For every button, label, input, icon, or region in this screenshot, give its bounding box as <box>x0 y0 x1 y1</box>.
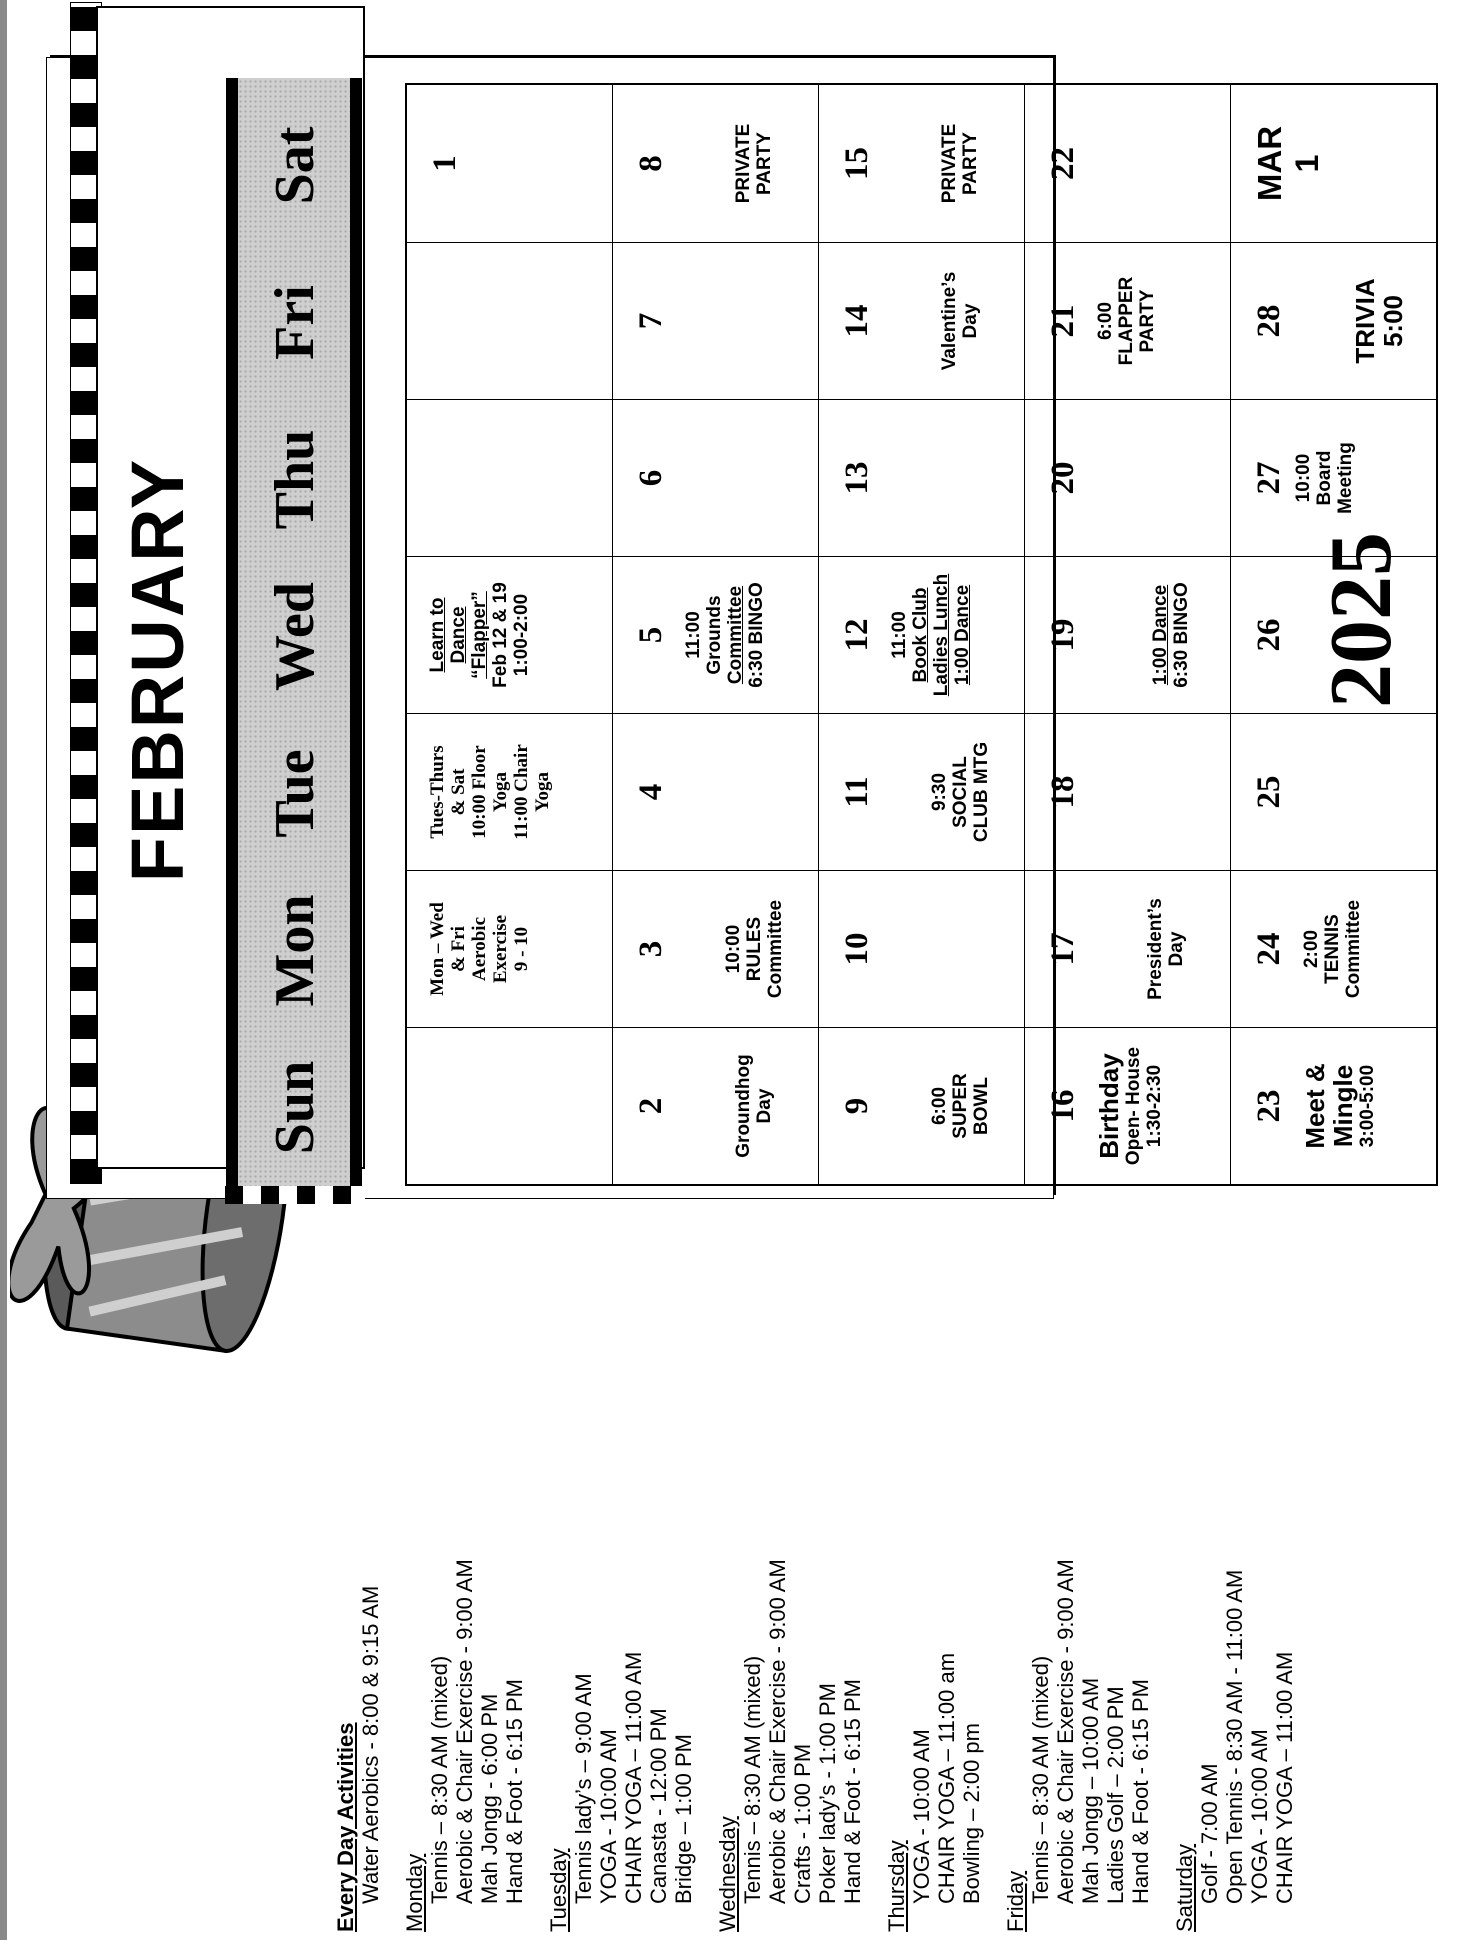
day-note-line: Learn to <box>427 597 448 673</box>
day-number: 25 <box>1251 775 1287 809</box>
day-note-line: FLAPPER <box>1116 276 1137 366</box>
day-note-line: PARTY <box>754 132 775 195</box>
day-cell <box>613 556 819 713</box>
day-cell <box>613 870 819 1027</box>
day-note-line: 11:00 <box>683 611 704 659</box>
day-cell <box>1025 85 1231 242</box>
day-cell <box>407 713 613 870</box>
day-number: MAR <box>1251 125 1288 202</box>
weekday-label-thu: Thu <box>264 429 326 530</box>
day-note-line: Yoga <box>532 771 553 813</box>
day-number: 19 <box>1045 618 1081 652</box>
activity-day-heading: Wednesday <box>715 1816 740 1932</box>
day-cell <box>407 242 613 399</box>
day-notes <box>1351 245 1407 397</box>
day-note-line: Exercise <box>490 914 511 984</box>
activity-day-heading: Friday <box>1003 1870 1028 1932</box>
activity-item: Golf - 7:00 AM <box>1197 1763 1222 1904</box>
day-number: 14 <box>839 304 875 338</box>
day-cell <box>1025 556 1231 713</box>
weekday-label-mon: Mon <box>264 894 326 1007</box>
day-number: 7 <box>633 312 669 330</box>
day-number: 21 <box>1045 304 1081 338</box>
day-cell <box>613 713 819 870</box>
day-note-line: Meeting <box>1335 442 1356 514</box>
day-number: 2 <box>633 1097 669 1115</box>
activity-day-heading: Saturday <box>1172 1843 1197 1932</box>
day-number: 27 <box>1251 461 1287 495</box>
day-number: 11 <box>839 776 875 808</box>
activity-group-tuesday <box>546 1232 696 1932</box>
day-note-line: Day <box>960 303 981 339</box>
activity-group-thursday <box>884 1232 984 1932</box>
day-note-line: TENNIS <box>1322 914 1343 984</box>
day-number: 15 <box>839 147 875 180</box>
day-note-line: 11:00 Chair <box>511 744 532 840</box>
day-notes <box>733 1030 775 1182</box>
activity-day-heading: Thursday <box>884 1840 909 1932</box>
activity-item: Poker lady’s - 1:00 PM <box>815 1683 840 1904</box>
day-cell <box>819 242 1025 399</box>
day-note-line: Committee <box>1343 899 1364 999</box>
activity-item: Crafts - 1:00 PM <box>790 1743 815 1904</box>
day-notes <box>427 873 532 1025</box>
day-cell <box>1025 1027 1231 1184</box>
day-notes <box>733 87 775 240</box>
day-notes <box>427 559 532 711</box>
day-cell <box>613 1027 819 1184</box>
day-note-line: 6:30 BINGO <box>746 582 767 688</box>
day-note-line: Grounds <box>704 595 725 675</box>
day-notes <box>723 873 786 1025</box>
day-cell <box>613 242 819 399</box>
day-note-line: 10:00 <box>1293 453 1314 503</box>
day-note-line: Open- House <box>1123 1046 1144 1166</box>
day-note-line: PRIVATE <box>939 123 960 204</box>
weekday-activity-groups <box>402 1232 1297 1932</box>
activity-item: Tennis lady’s – 9:00 AM <box>571 1673 596 1904</box>
day-note-line: Tues-Thurs <box>427 745 448 839</box>
activity-item: Tennis – 8:30 AM (mixed) <box>740 1655 765 1904</box>
activity-item: Aerobic & Chair Exercise - 9:00 AM <box>452 1559 477 1904</box>
day-notes <box>427 716 553 868</box>
day-note-line: 6:30 BINGO <box>1171 582 1192 688</box>
day-number: 17 <box>1045 932 1081 966</box>
day-note-line: SUPER <box>950 1073 971 1139</box>
day-note-line: Feb 12 & 19 <box>490 582 511 688</box>
day-note-line: 1:00 Dance <box>952 584 973 686</box>
day-note-line: 1:00 Dance <box>1150 584 1171 686</box>
day-note-line: President’s <box>1145 898 1166 1000</box>
day-note-line: SOCIAL <box>950 756 971 828</box>
day-number: 16 <box>1045 1089 1081 1123</box>
day-number: 1 <box>427 155 463 172</box>
day-cell <box>1231 85 1437 242</box>
day-cell <box>819 556 1025 713</box>
activity-group-wednesday <box>715 1232 865 1932</box>
checker-corner <box>225 1186 365 1204</box>
calendar-grid <box>405 83 1438 1186</box>
day-cell <box>407 870 613 1027</box>
day-note-line: Day <box>754 1088 775 1124</box>
day-notes <box>1095 1030 1165 1182</box>
day-note-line: RULES <box>744 916 765 982</box>
day-cell <box>407 556 613 713</box>
activity-item: Tennis – 8:30 AM (mixed) <box>1028 1655 1053 1904</box>
activity-group-saturday <box>1172 1232 1297 1932</box>
weekday-label-fri: Fri <box>264 285 326 360</box>
activity-item: Bowling – 2:00 pm <box>959 1723 984 1904</box>
day-number: 4 <box>633 783 669 801</box>
day-note-line: Mon – Wed <box>427 902 448 996</box>
day-note-line: 1:00-2:00 <box>511 593 532 677</box>
day-note-line: 6:00 <box>1095 301 1116 341</box>
day-note-line: Yoga <box>490 771 511 813</box>
day-notes <box>1289 87 1325 240</box>
activity-item: CHAIR YOGA – 11:00 AM <box>621 1651 646 1904</box>
day-cell <box>1231 242 1437 399</box>
day-number: 3 <box>633 940 669 958</box>
activity-item: Bridge – 1:00 PM <box>671 1734 696 1904</box>
every-day-activities <box>333 1232 383 1932</box>
day-number: 20 <box>1045 461 1081 495</box>
day-note-line: Committee <box>725 585 746 685</box>
activity-item: Tennis – 8:30 AM (mixed) <box>427 1655 452 1904</box>
day-number: 24 <box>1251 932 1287 966</box>
day-note-line: Committee <box>765 899 786 999</box>
day-note-line: Aerobic <box>469 916 490 982</box>
day-note-line: 5:00 <box>1378 294 1408 348</box>
day-note-line: 1 <box>1289 154 1325 173</box>
day-cell <box>613 399 819 556</box>
day-cell <box>407 399 613 556</box>
activity-item: YOGA - 10:00 AM <box>596 1729 621 1904</box>
day-notes <box>1301 1030 1378 1182</box>
day-cell <box>407 1027 613 1184</box>
day-note-line: 1:30-2:30 <box>1144 1064 1165 1148</box>
activity-item: Hand & Foot - 6:15 PM <box>840 1679 865 1904</box>
day-note-line: Book Club <box>910 587 931 683</box>
activity-item: CHAIR YOGA – 11:00 am <box>934 1652 959 1904</box>
day-note-line: Birthday <box>1094 1053 1124 1159</box>
day-cell <box>1025 713 1231 870</box>
day-cell <box>1231 870 1437 1027</box>
day-notes <box>683 559 767 711</box>
day-notes <box>1301 873 1364 1025</box>
day-cell <box>1025 399 1231 556</box>
day-note-line: CLUB MTG <box>971 741 992 843</box>
day-note-line: 2:00 <box>1301 929 1322 969</box>
activity-group-monday <box>402 1232 527 1932</box>
day-number: 10 <box>839 932 875 966</box>
day-cell <box>819 1027 1025 1184</box>
activity-item: CHAIR YOGA – 11:00 AM <box>1272 1651 1297 1904</box>
activity-day-heading: Tuesday <box>546 1848 571 1932</box>
day-note-line: PARTY <box>960 132 981 195</box>
activity-day-heading: Monday <box>402 1853 427 1932</box>
day-number: 8 <box>633 155 669 172</box>
month-title: FEBRUARY <box>116 457 199 883</box>
every-day-heading: Every Day Activities <box>333 1722 358 1932</box>
day-note-line: 11:00 <box>889 611 910 659</box>
day-notes <box>889 559 973 711</box>
activity-item: Hand & Foot - 6:15 PM <box>502 1679 527 1904</box>
day-note-line: Ladies Lunch <box>931 573 952 697</box>
activity-item: Mah Jongg – 10:00 AM <box>1078 1677 1103 1904</box>
day-note-line: 10:00 Floor <box>469 745 490 839</box>
day-note-line: Meet & <box>1300 1063 1330 1149</box>
day-number: 6 <box>633 469 669 487</box>
day-note-line: 10:00 <box>723 924 744 974</box>
day-note-line: BOWL <box>971 1076 992 1136</box>
day-number: 9 <box>839 1097 875 1115</box>
day-note-line: TRIVIA <box>1350 278 1380 364</box>
day-notes <box>939 245 981 397</box>
day-number: 12 <box>839 618 875 652</box>
day-note-line: “Flapper” <box>469 591 490 679</box>
day-note-line: 3:00-5:00 <box>1357 1064 1378 1148</box>
activity-item: Ladies Golf – 2:00 PM <box>1103 1686 1128 1904</box>
year-label: 2025 <box>1313 532 1410 708</box>
day-note-line: 9 - 10 <box>511 926 532 972</box>
day-notes <box>1150 559 1192 711</box>
day-cell <box>613 85 819 242</box>
day-cell <box>1025 870 1231 1027</box>
activity-item: Aerobic & Chair Exercise - 9:00 AM <box>765 1559 790 1904</box>
day-note-line: PRIVATE <box>733 123 754 204</box>
day-note-line: & Sat <box>448 768 469 816</box>
day-note-line: Board <box>1314 450 1335 506</box>
day-note-line: Dance <box>448 606 469 664</box>
activities-list <box>333 1232 1316 1932</box>
day-note-line: PARTY <box>1137 289 1158 353</box>
activity-item: Aerobic & Chair Exercise - 9:00 AM <box>1053 1559 1078 1904</box>
day-cell <box>819 399 1025 556</box>
day-cell <box>819 713 1025 870</box>
day-notes <box>929 1030 992 1182</box>
activity-item: Mah Jongg - 6:00 PM <box>477 1693 502 1904</box>
day-notes <box>1095 245 1158 397</box>
day-notes <box>929 716 992 868</box>
day-note-line: 9:30 <box>929 772 950 812</box>
day-notes <box>939 87 981 240</box>
activity-item: Open Tennis - 8:30 AM - 11:00 AM <box>1222 1569 1247 1904</box>
weekday-label-sat: Sat <box>264 126 326 205</box>
day-note-line: Groundhog <box>733 1054 754 1158</box>
day-note-line: Day <box>1166 931 1187 967</box>
weekday-label-sun: Sun <box>264 1060 326 1155</box>
day-number: 28 <box>1251 304 1287 338</box>
day-number: 18 <box>1045 775 1081 809</box>
day-number: 13 <box>839 461 875 495</box>
day-number: 5 <box>633 626 669 644</box>
weekday-label-wed: Wed <box>264 582 326 691</box>
activity-item: YOGA - 10:00 AM <box>1247 1729 1272 1904</box>
day-note-line: & Fri <box>448 926 469 972</box>
day-cell <box>407 85 613 242</box>
day-cell <box>819 85 1025 242</box>
day-cell <box>1025 242 1231 399</box>
day-number: 23 <box>1251 1089 1287 1123</box>
every-day-item: Water Aerobics - 8:00 & 9:15 AM <box>358 1585 383 1904</box>
day-note-line: 6:00 <box>929 1086 950 1126</box>
day-number: 22 <box>1045 147 1081 180</box>
day-cell <box>1231 713 1437 870</box>
day-cell <box>1231 1027 1437 1184</box>
activity-group-friday <box>1003 1232 1153 1932</box>
day-number: 26 <box>1251 618 1287 652</box>
day-cell <box>819 870 1025 1027</box>
activity-item: Hand & Foot - 6:15 PM <box>1128 1679 1153 1904</box>
weekday-label-tue: Tue <box>264 749 326 838</box>
activity-item: YOGA - 10:00 AM <box>909 1729 934 1904</box>
day-note-line: Valentine’s <box>939 271 960 371</box>
day-notes <box>1145 873 1187 1025</box>
activity-item: Canasta - 12:00 PM <box>646 1708 671 1904</box>
day-note-line: Mingle <box>1328 1064 1358 1148</box>
